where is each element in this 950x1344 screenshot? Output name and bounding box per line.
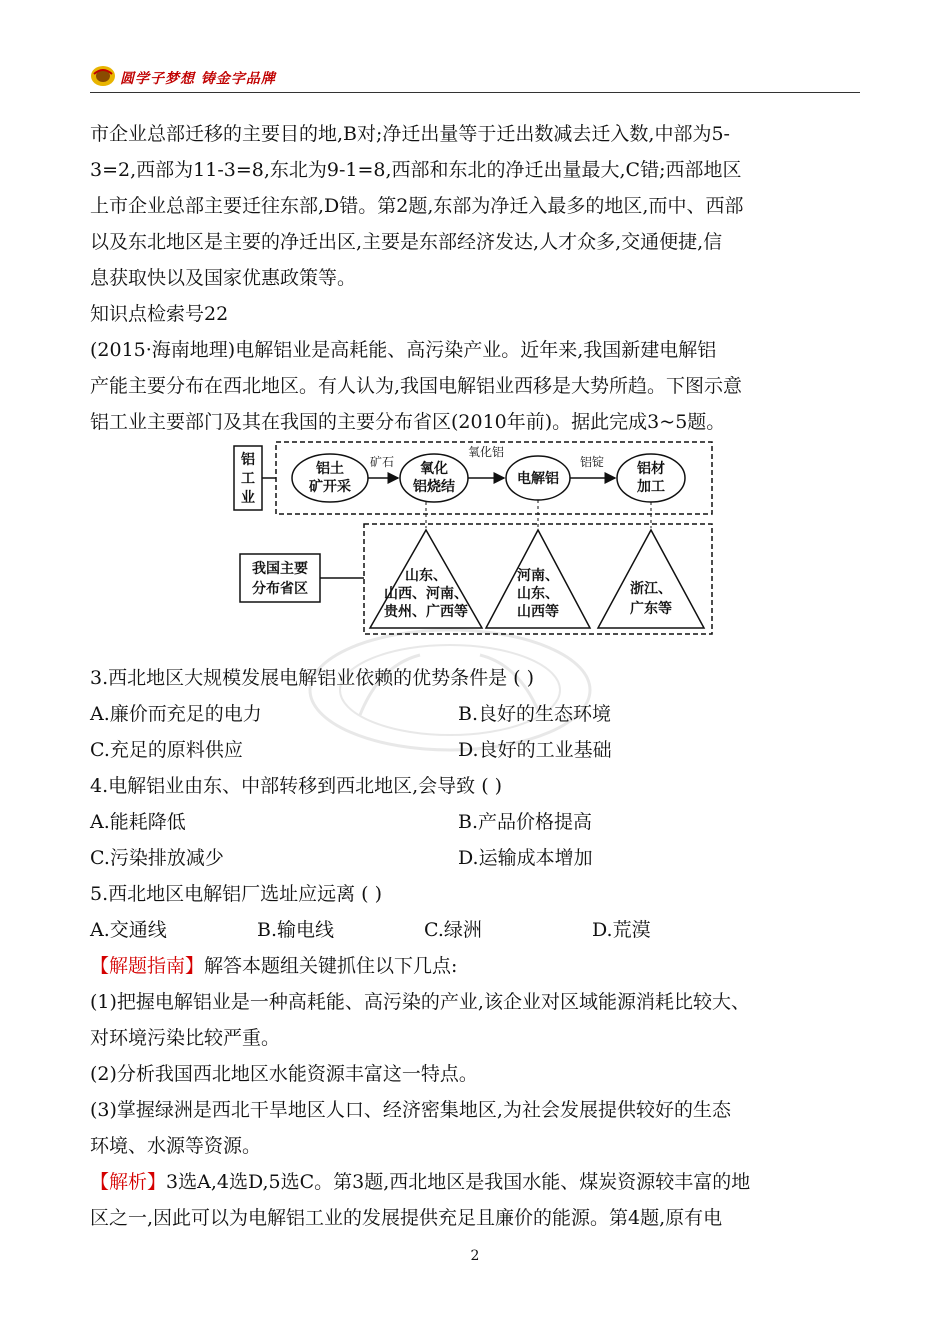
question-3-option-d: D.良好的工业基础 [458, 739, 612, 761]
triangle-label: 山东、 [517, 586, 559, 602]
page-number: 2 [470, 1248, 480, 1264]
node-label: 加工 [637, 479, 665, 495]
question-4-option-c: C.污染排放减少 [90, 847, 224, 869]
question-intro-line: 产能主要分布在西北地区。有人认为,我国电解铝业西移是大势所趋。下图示意 [90, 375, 743, 397]
text-line: 息获取快以及国家优惠政策等。 [90, 267, 357, 289]
text-line: 3=2,西部为11-3=8,东北为9-1=8,西部和东北的净迁出量最大,C错;西部地区 [90, 159, 742, 181]
brand-logo-icon [90, 64, 116, 88]
question-5-option-b: B.输电线 [257, 919, 335, 941]
arrow-label: 铝锭 [579, 455, 605, 469]
guide-line: 环境、水源等资源。 [90, 1135, 262, 1157]
node-label: 氧化 [420, 461, 448, 477]
triangle-label: 山东、 [405, 568, 447, 584]
triangle-label: 贵州、广西等 [384, 604, 468, 620]
provinces-label: 我国主要 [252, 561, 308, 577]
question-3-option-a: A.廉价而充足的电力 [90, 703, 262, 725]
arrow-label: 矿石 [369, 455, 395, 469]
node-label: 矿开采 [309, 479, 351, 495]
brand-slogan: 圆学子梦想 铸金字品牌 [120, 71, 276, 87]
page-header [90, 64, 860, 94]
question-intro-line: 铝工业主要部门及其在我国的主要分布省区(2010年前)。据此完成3~5题。 [90, 411, 726, 433]
watermark-seal-icon [300, 625, 600, 755]
analysis-line: 区之一,因此可以为电解铝工业的发展提供充足且廉价的能源。第4题,原有电 [90, 1207, 723, 1229]
question-5-option-a: A.交通线 [90, 919, 167, 941]
triangle-label: 浙江、 [630, 581, 672, 597]
guide-line: (2)分析我国西北地区水能资源丰富这一特点。 [90, 1063, 478, 1085]
industry-label-char: 业 [241, 490, 255, 506]
triangle-label: 山西等 [517, 604, 559, 620]
node-label: 铝材 [637, 461, 665, 477]
analysis-line [90, 1170, 750, 1194]
triangle-label: 河南、 [517, 568, 559, 584]
analysis-text: 3选A,4选D,5选C。第3题,西北地区是我国水能、煤炭资源较丰富的地 [166, 1171, 751, 1193]
question-4-stem: 4.电解铝业由东、中部转移到西北地区,会导致 ( ) [90, 775, 503, 797]
question-4-option-d: D.运输成本增加 [458, 847, 593, 869]
header-divider [90, 92, 860, 93]
question-3-option-b: B.良好的生态环境 [458, 703, 612, 725]
node-label: 铝烧结 [413, 479, 455, 495]
guide-intro: 解答本题组关键抓住以下几点: [204, 955, 458, 977]
knowledge-index: 知识点检索号22 [90, 303, 229, 325]
guide-line: (3)掌握绿洲是西北干旱地区人口、经济密集地区,为社会发展提供较好的生态 [90, 1099, 731, 1121]
question-5-option-c: C.绿洲 [424, 919, 482, 941]
guide-line: 对环境污染比较严重。 [90, 1027, 281, 1049]
question-5-stem: 5.西北地区电解铝厂选址应远离 ( ) [90, 883, 383, 905]
provinces-label: 分布省区 [252, 581, 308, 597]
aluminum-industry-diagram [232, 436, 722, 636]
industry-label-char: 工 [241, 471, 255, 487]
text-line: 市企业总部迁移的主要目的地,B对;净迁出量等于迁出数减去迁入数,中部为5- [90, 123, 730, 145]
guide-tag: 【解题指南】 [90, 955, 205, 977]
text-line: 以及东北地区是主要的净迁出区,主要是东部经济发达,人才众多,交通便捷,信 [90, 231, 723, 253]
node-label: 铝土 [316, 461, 344, 477]
question-4-option-b: B.产品价格提高 [458, 811, 593, 833]
question-4-option-a: A.能耗降低 [90, 811, 186, 833]
triangle-label: 山西、河南、 [384, 586, 468, 602]
question-intro-line: (2015·海南地理)电解铝业是高耗能、高污染产业。近年来,我国新建电解铝 [90, 339, 717, 361]
text-line: 上市企业总部主要迁往东部,D错。第2题,东部为净迁入最多的地区,而中、西部 [90, 195, 744, 217]
question-5-option-d: D.荒漠 [592, 919, 651, 941]
arrow-label: 氧化铝 [467, 445, 505, 459]
question-3-option-c: C.充足的原料供应 [90, 739, 243, 761]
industry-label-char: 铝 [241, 452, 255, 468]
guide-line: (1)把握电解铝业是一种高耗能、高污染的产业,该企业对区域能源消耗比较大、 [90, 991, 750, 1013]
triangle-label: 广东等 [630, 601, 672, 617]
node-label: 电解铝 [517, 471, 559, 487]
guide-heading [90, 954, 457, 978]
question-3-stem: 3.西北地区大规模发展电解铝业依赖的优势条件是 ( ) [90, 667, 535, 689]
analysis-tag: 【解析】 [90, 1171, 167, 1193]
